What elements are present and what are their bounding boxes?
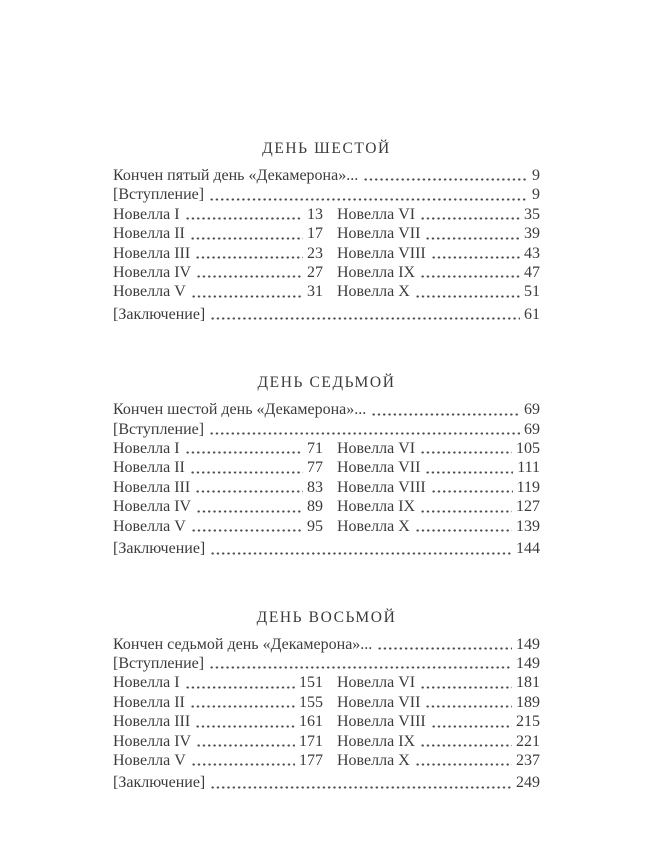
toc-column-right <box>337 439 540 536</box>
dot-leader <box>209 666 512 669</box>
toc-entry-label: [Вступление] <box>113 654 205 672</box>
dot-leader <box>209 432 520 435</box>
dot-leader <box>431 725 512 728</box>
dot-leader <box>190 471 303 474</box>
dot-leader <box>210 786 512 789</box>
toc-entry-page: 151 <box>299 674 323 692</box>
toc-entry-page: 77 <box>307 459 323 477</box>
toc-entry-label: Новелла III <box>113 244 191 262</box>
toc-column-left <box>113 673 323 770</box>
toc-entry <box>113 166 540 185</box>
toc-entry-label: Новелла VI <box>337 674 416 692</box>
dot-leader <box>195 490 303 493</box>
dot-leader <box>377 647 512 650</box>
toc-entry <box>113 635 540 654</box>
toc-entry-label: Новелла VII <box>337 459 421 477</box>
dot-leader <box>191 529 303 532</box>
toc-entry-label: Новелла X <box>337 517 410 535</box>
dot-leader <box>196 744 295 747</box>
toc-entry-label: Новелла IX <box>337 732 416 750</box>
toc-entry-page: 61 <box>524 305 540 323</box>
toc-entry-label: [Заключение] <box>113 774 206 792</box>
dot-leader <box>420 510 512 513</box>
toc-entry <box>337 497 540 516</box>
dot-leader <box>415 529 512 532</box>
toc-entry <box>113 185 540 204</box>
toc-entry <box>337 439 540 458</box>
toc-entry-page: 9 <box>532 167 540 184</box>
toc-entry-page: 27 <box>307 264 323 282</box>
toc-entry-label: Новелла I <box>113 440 180 458</box>
toc-entry-page: 189 <box>516 693 540 711</box>
dot-leader <box>209 198 528 201</box>
toc-columns <box>113 439 540 536</box>
toc-entry-page: 181 <box>516 674 540 692</box>
dot-leader <box>185 451 303 454</box>
dot-leader <box>420 744 512 747</box>
toc-entry <box>337 244 540 263</box>
toc-entry <box>337 693 540 712</box>
toc-entry-page: 249 <box>516 774 540 792</box>
dot-leader <box>210 317 520 320</box>
toc-entry-page: 13 <box>307 205 323 223</box>
book-toc-page <box>113 140 540 793</box>
toc-entry <box>113 420 540 439</box>
toc-entry-page: 119 <box>516 478 540 496</box>
toc-entry-label: Новелла VIII <box>337 244 426 262</box>
section-title: ДЕНЬ ШЕСТОЙ <box>262 140 391 157</box>
dot-leader <box>431 256 520 259</box>
toc-entry <box>337 673 540 692</box>
toc-entry-label: Новелла VI <box>337 440 416 458</box>
toc-entry-page: 161 <box>299 713 323 731</box>
toc-entry-label: Новелла IV <box>113 264 192 282</box>
toc-column-right <box>337 673 540 770</box>
toc-entry <box>113 205 323 224</box>
toc-entry <box>113 263 323 282</box>
toc-entry-page: 215 <box>516 713 540 731</box>
toc-entry-label: [Заключение] <box>113 305 206 323</box>
toc-entry <box>113 654 540 673</box>
toc-entry-page: 237 <box>516 751 540 769</box>
toc-entry-page: 111 <box>517 459 540 477</box>
toc-entry-page: 31 <box>307 283 323 301</box>
toc-section-day-seven <box>113 374 540 558</box>
toc-entry <box>337 712 540 731</box>
toc-entry <box>113 224 323 243</box>
toc-entry-page: 35 <box>524 205 540 223</box>
toc-entry-page: 127 <box>516 498 540 516</box>
toc-entry <box>113 517 323 536</box>
toc-entry-page: 89 <box>307 498 323 516</box>
toc-entry-label: [Вступление] <box>113 420 205 438</box>
toc-entry <box>113 458 323 477</box>
dot-leader <box>196 510 303 513</box>
dot-leader <box>420 686 512 689</box>
dot-leader <box>196 275 303 278</box>
dot-leader <box>420 275 520 278</box>
dot-leader <box>191 763 295 766</box>
toc-entry-label: Новелла V <box>113 751 186 769</box>
toc-entry-page: 177 <box>299 751 323 769</box>
toc-entry-label: Новелла I <box>113 205 180 223</box>
toc-entry-page: 47 <box>524 264 540 282</box>
toc-entry-page: 17 <box>307 225 323 243</box>
toc-entry-page: 9 <box>532 186 540 204</box>
dot-leader <box>185 217 303 220</box>
toc-entry-label: Новелла III <box>113 713 191 731</box>
toc-entry-label: Новелла VII <box>337 225 421 243</box>
toc-section-day-eight <box>113 609 540 793</box>
toc-entry-page: 69 <box>524 401 540 419</box>
toc-entry-label: Новелла V <box>113 283 186 301</box>
dot-leader <box>190 237 303 240</box>
section-title: ДЕНЬ СЕДЬМОЙ <box>257 374 396 392</box>
toc-entry <box>337 458 540 477</box>
toc-entry-page: 83 <box>307 478 323 496</box>
toc-entry-page: 23 <box>307 244 323 262</box>
toc-entry-label: Новелла X <box>337 283 410 301</box>
toc-entry <box>337 751 540 770</box>
toc-entry-label: Новелла III <box>113 478 191 496</box>
toc-entry-label: Новелла II <box>113 693 185 711</box>
toc-entry <box>113 693 323 712</box>
toc-entry <box>113 282 323 301</box>
dot-leader <box>195 725 295 728</box>
toc-entry <box>113 712 323 731</box>
toc-entry-page: 39 <box>524 225 540 243</box>
toc-entry-page: 69 <box>524 420 540 438</box>
toc-entry-label: Новелла VII <box>337 693 421 711</box>
toc-entry <box>113 305 540 324</box>
toc-entry-label: Новелла IX <box>337 498 416 516</box>
toc-entry-label: [Вступление] <box>113 186 205 204</box>
toc-entry <box>337 263 540 282</box>
toc-entry <box>113 244 323 263</box>
toc-entry-label: Кончен пятый день «Декамерона»... <box>113 167 359 184</box>
toc-entry <box>113 400 540 419</box>
toc-column-left <box>113 205 323 302</box>
dot-leader <box>415 295 520 298</box>
toc-entry-label: Новелла V <box>113 517 186 535</box>
toc-entry-label: Новелла II <box>113 459 185 477</box>
dot-leader <box>185 686 295 689</box>
dot-leader <box>425 471 513 474</box>
dot-leader <box>190 705 295 708</box>
toc-entry <box>113 497 323 516</box>
toc-entry-label: Новелла X <box>337 751 410 769</box>
toc-entry-label: Новелла VI <box>337 205 416 223</box>
toc-entry-label: Новелла VIII <box>337 478 426 496</box>
toc-columns <box>113 205 540 302</box>
dot-leader <box>431 490 513 493</box>
toc-entry-page: 155 <box>299 693 323 711</box>
toc-entry-page: 71 <box>307 440 323 458</box>
toc-entry <box>113 751 323 770</box>
dot-leader <box>363 178 528 181</box>
toc-entry <box>113 673 323 692</box>
toc-entry-page: 43 <box>524 244 540 262</box>
dot-leader <box>195 256 303 259</box>
toc-entry <box>337 205 540 224</box>
toc-entry-page: 51 <box>524 283 540 301</box>
toc-entry <box>113 539 540 558</box>
toc-entry-label: Новелла VIII <box>337 713 426 731</box>
toc-entry <box>113 732 323 751</box>
toc-entry <box>337 282 540 301</box>
dot-leader <box>425 237 520 240</box>
toc-entry-label: Кончен седьмой день «Декамерона»... <box>113 635 373 653</box>
toc-entry-page: 221 <box>516 732 540 750</box>
dot-leader <box>371 413 520 416</box>
toc-entry-label: Новелла IX <box>337 264 416 282</box>
dot-leader <box>420 217 520 220</box>
toc-entry-page: 95 <box>307 517 323 535</box>
toc-column-right <box>337 205 540 302</box>
dot-leader <box>191 295 303 298</box>
dot-leader <box>420 451 512 454</box>
toc-entry <box>337 732 540 751</box>
toc-entry-page: 144 <box>516 540 540 558</box>
toc-entry-page: 149 <box>516 635 540 653</box>
toc-columns <box>113 673 540 770</box>
toc-entry-label: Новелла IV <box>113 732 192 750</box>
toc-section-day-six <box>113 140 540 324</box>
toc-entry <box>113 773 540 792</box>
dot-leader <box>210 552 512 555</box>
toc-entry <box>337 478 540 497</box>
toc-entry <box>337 517 540 536</box>
dot-leader <box>425 705 512 708</box>
toc-entry <box>113 478 323 497</box>
toc-entry-page: 105 <box>516 440 540 458</box>
toc-entry-label: Новелла I <box>113 674 180 692</box>
toc-entry <box>337 224 540 243</box>
toc-entry-label: Новелла II <box>113 225 185 243</box>
section-title: ДЕНЬ ВОСЬМОЙ <box>256 608 397 626</box>
toc-entry-label: Кончен шестой день «Декамерона»... <box>113 401 367 419</box>
toc-entry-page: 171 <box>299 732 323 750</box>
toc-column-left <box>113 439 323 536</box>
toc-entry <box>113 439 323 458</box>
toc-entry-page: 139 <box>516 517 540 535</box>
dot-leader <box>415 763 512 766</box>
toc-entry-label: [Заключение] <box>113 540 206 558</box>
toc-entry-label: Новелла IV <box>113 498 192 516</box>
toc-entry-page: 149 <box>516 654 540 672</box>
